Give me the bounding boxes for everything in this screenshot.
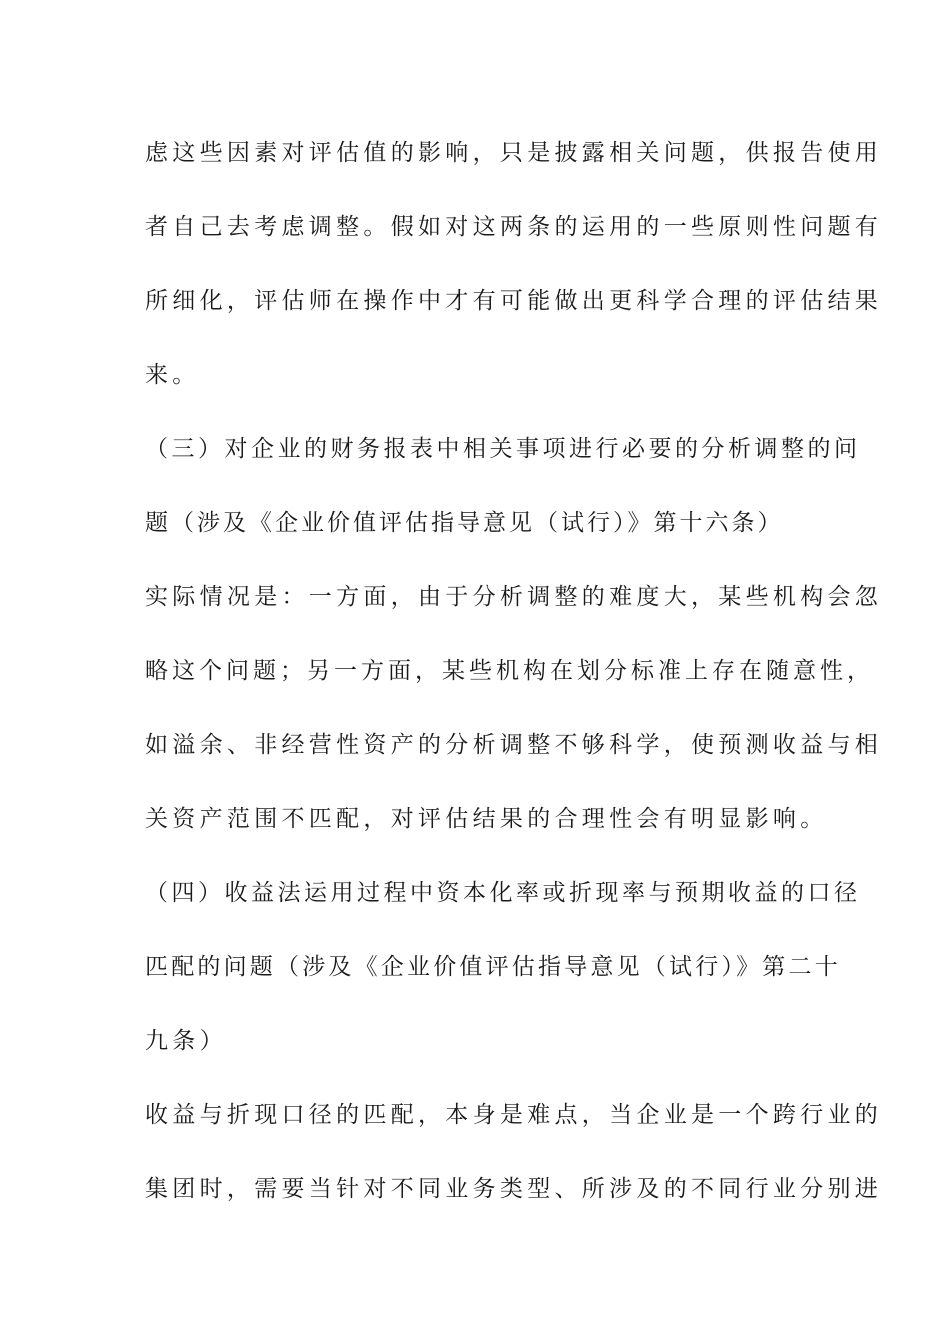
section-heading-line: （四）收益法运用过程中资本化率或折现率与预期收益的口径 xyxy=(145,880,861,906)
section-heading-line: 九条） xyxy=(145,1028,227,1054)
text-line: 者自己去考虑调整。假如对这两条的运用的一些原则性问题有 xyxy=(145,214,883,240)
text-line: 集团时，需要当针对不同业务类型、所涉及的不同行业分别进 xyxy=(145,1176,883,1202)
text-line: 实际情况是：一方面，由于分析调整的难度大，某些机构会忽 xyxy=(145,584,883,610)
text-line: 来。 xyxy=(145,362,200,388)
text-line: 收益与折现口径的匹配，本身是难点，当企业是一个跨行业的 xyxy=(145,1102,883,1128)
section-heading-line: （三）对企业的财务报表中相关事项进行必要的分析调整的问 xyxy=(145,436,861,462)
section-heading-line: 匹配的问题（涉及《企业价值评估指导意见（试行）》第二十 xyxy=(145,954,841,980)
text-line: 所细化，评估师在操作中才有可能做出更科学合理的评估结果 xyxy=(145,288,883,314)
text-line: 虑这些因素对评估值的影响，只是披露相关问题，供报告使用 xyxy=(145,140,883,166)
text-line: 如溢余、非经营性资产的分析调整不够科学，使预测收益与相 xyxy=(145,732,883,758)
text-line: 关资产范围不匹配，对评估结果的合理性会有明显影响。 xyxy=(145,806,828,832)
text-line: 略这个问题；另一方面，某些机构在划分标准上存在随意性， xyxy=(145,658,874,684)
section-heading-line: 题（涉及《企业价值评估指导意见（试行）》第十六条） xyxy=(145,510,784,536)
